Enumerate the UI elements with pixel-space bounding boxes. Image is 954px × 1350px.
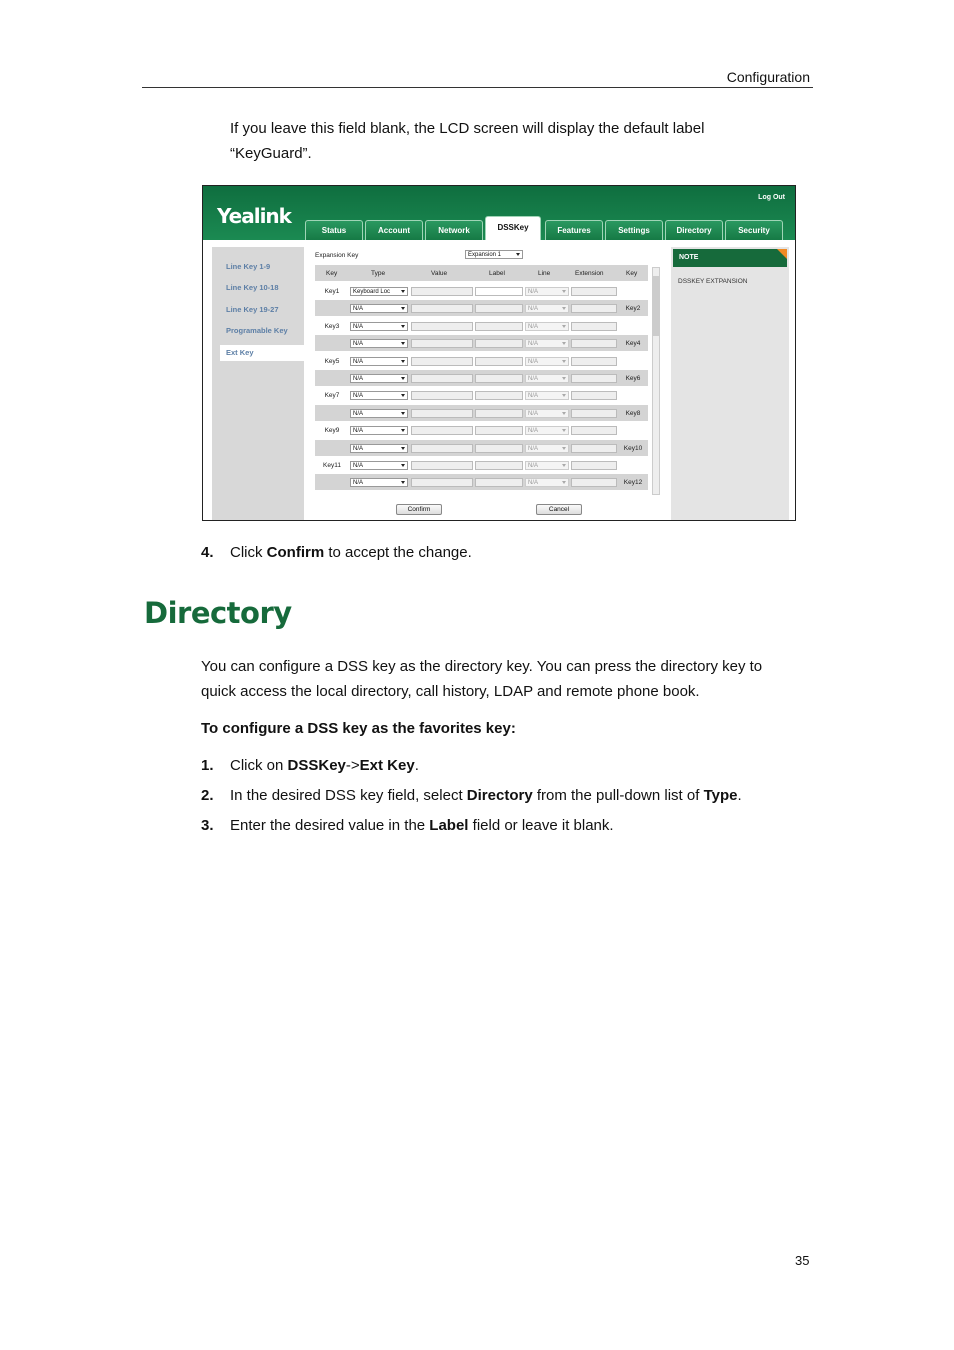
type-select-value: N/A	[353, 324, 364, 330]
value-field[interactable]	[411, 409, 473, 418]
step-4-post: to accept the change.	[324, 544, 472, 561]
expansion-select-value: Expansion 1	[468, 252, 502, 258]
line-select[interactable]	[525, 391, 569, 400]
page-number: 35	[795, 1253, 810, 1268]
step-1-text	[230, 753, 419, 778]
col-key: Key	[326, 270, 338, 277]
line-select-value: N/A	[528, 393, 539, 399]
value-field[interactable]	[411, 391, 473, 400]
type-select[interactable]	[350, 461, 408, 470]
tab-security[interactable]: Security	[725, 220, 783, 240]
type-select-value: N/A	[353, 480, 364, 486]
label-field[interactable]	[475, 287, 523, 296]
table-row	[315, 318, 648, 334]
extension-field[interactable]	[571, 426, 617, 435]
row-key-right: Key4	[625, 340, 641, 347]
line-select[interactable]	[525, 409, 569, 418]
line-select[interactable]	[525, 478, 569, 487]
type-select[interactable]	[350, 444, 408, 453]
chevron-down-icon	[516, 253, 520, 256]
label-field[interactable]	[475, 478, 523, 487]
note-panel	[671, 247, 789, 520]
sidebar-item-programable-key[interactable]: Programable Key	[226, 326, 288, 335]
step-1-end: .	[414, 757, 419, 774]
note-text: DSSKEY EXTPANSION	[678, 278, 748, 285]
value-field[interactable]	[411, 444, 473, 453]
line-select[interactable]	[525, 287, 569, 296]
label-field[interactable]	[475, 322, 523, 331]
chevron-down-icon	[401, 307, 405, 310]
line-select[interactable]	[525, 461, 569, 470]
line-select[interactable]	[525, 339, 569, 348]
label-field[interactable]	[475, 391, 523, 400]
tab-account[interactable]: Account	[365, 220, 423, 240]
step-2-number: 2.	[201, 787, 214, 804]
line-select-value: N/A	[528, 306, 539, 312]
logout-link[interactable]: Log Out	[758, 194, 785, 201]
table-row	[315, 300, 648, 316]
chevron-down-icon	[562, 307, 566, 310]
extension-field[interactable]	[571, 409, 617, 418]
label-field[interactable]	[475, 409, 523, 418]
extension-field[interactable]	[571, 304, 617, 313]
chevron-down-icon	[401, 360, 405, 363]
step-4-confirm: Confirm	[266, 544, 325, 561]
line-select-value: N/A	[528, 428, 539, 434]
extension-field[interactable]	[571, 461, 617, 470]
line-select-value: N/A	[528, 480, 539, 486]
line-select-value: N/A	[528, 376, 539, 382]
step-2-part: In the desired DSS key field, select	[230, 787, 467, 804]
value-field[interactable]	[411, 374, 473, 383]
col-key-right: Key	[626, 270, 638, 277]
sidebar-item-line-key-19-27[interactable]: Line Key 19-27	[226, 305, 279, 314]
chevron-down-icon	[562, 447, 566, 450]
value-field[interactable]	[411, 357, 473, 366]
step-4-number: 4.	[201, 544, 214, 561]
sidebar-item-line-key-10-18[interactable]: Line Key 10-18	[226, 283, 279, 292]
chevron-down-icon	[562, 342, 566, 345]
line-select-value: N/A	[528, 463, 539, 469]
step-2-directory: Directory	[466, 787, 533, 804]
tab-status[interactable]: Status	[305, 220, 363, 240]
step-1-extkey: Ext Key	[359, 757, 415, 774]
tab-features[interactable]: Features	[545, 220, 603, 240]
chevron-down-icon	[401, 325, 405, 328]
value-field[interactable]	[411, 339, 473, 348]
row-key-left: Key9	[324, 427, 340, 434]
table-row	[315, 387, 648, 403]
chevron-down-icon	[562, 429, 566, 432]
type-select-value: N/A	[353, 428, 364, 434]
note-title: NOTE	[673, 249, 787, 267]
step-1-arrow: ->	[345, 757, 360, 774]
col-extension: Extension	[575, 270, 604, 277]
section-heading: Directory	[144, 596, 292, 630]
extension-field[interactable]	[571, 322, 617, 331]
chevron-down-icon	[401, 290, 405, 293]
step-2-text	[230, 783, 742, 808]
running-header: Configuration	[726, 69, 810, 85]
step-2-end: .	[737, 787, 742, 804]
value-field[interactable]	[411, 478, 473, 487]
line-select[interactable]	[525, 357, 569, 366]
label-field[interactable]	[475, 426, 523, 435]
scrollbar-thumb[interactable]	[653, 276, 659, 336]
type-select-value: N/A	[353, 341, 364, 347]
extension-field[interactable]	[571, 391, 617, 400]
type-select-value: N/A	[353, 376, 364, 382]
type-select[interactable]	[350, 409, 408, 418]
table-row	[315, 474, 648, 490]
web-ui-screenshot	[202, 185, 796, 521]
label-field[interactable]	[475, 304, 523, 313]
desc-line-1: You can configure a DSS key as the directory key. You can press the directory key to	[201, 658, 763, 675]
sidebar-item-ext-key[interactable]: Ext Key	[226, 348, 254, 357]
line-select-value: N/A	[528, 324, 539, 330]
row-key-left: Key3	[324, 323, 340, 330]
step-1-number: 1.	[201, 757, 214, 774]
row-key-left: Key11	[323, 462, 341, 469]
intro-line-1: If you leave this field blank, the LCD screen will display the default label	[230, 120, 705, 137]
table-row	[315, 422, 648, 438]
dsskey-panel	[309, 247, 665, 520]
chevron-down-icon	[562, 481, 566, 484]
type-select[interactable]	[350, 391, 408, 400]
chevron-down-icon	[562, 290, 566, 293]
procedure-title: To configure a DSS key as the favorites key:	[201, 720, 516, 737]
type-select-value: N/A	[353, 411, 364, 417]
chevron-down-icon	[401, 447, 405, 450]
value-field[interactable]	[411, 461, 473, 470]
line-select[interactable]	[525, 374, 569, 383]
row-key-right: Key10	[623, 445, 643, 452]
extension-field[interactable]	[571, 287, 617, 296]
yealink-logo: Yealink	[217, 204, 291, 228]
value-field[interactable]	[411, 426, 473, 435]
step-1-part: Click on	[230, 757, 288, 774]
extension-field[interactable]	[571, 444, 617, 453]
line-select-value: N/A	[528, 446, 539, 452]
scrollbar[interactable]	[652, 267, 660, 495]
step-2-type: Type	[703, 787, 738, 804]
sidebar	[212, 247, 304, 520]
chevron-down-icon	[401, 429, 405, 432]
type-select-value: N/A	[353, 306, 364, 312]
expansion-select[interactable]	[465, 250, 523, 259]
expansion-key-label: Expansion Key	[315, 252, 359, 259]
label-field[interactable]	[475, 444, 523, 453]
table-row	[315, 405, 648, 421]
extension-field[interactable]	[571, 339, 617, 348]
cancel-button[interactable]: Cancel	[536, 504, 582, 515]
chevron-down-icon	[562, 325, 566, 328]
extension-field[interactable]	[571, 374, 617, 383]
type-select[interactable]	[350, 426, 408, 435]
step-3-part: Enter the desired value in the	[230, 817, 430, 834]
tab-network[interactable]: Network	[425, 220, 483, 240]
line-select[interactable]	[525, 426, 569, 435]
chevron-down-icon	[562, 394, 566, 397]
type-select[interactable]	[350, 374, 408, 383]
chevron-down-icon	[401, 394, 405, 397]
row-key-left: Key1	[324, 288, 340, 295]
type-select[interactable]	[350, 322, 408, 331]
step-3-text	[230, 813, 614, 838]
col-value: Value	[431, 270, 448, 277]
row-key-right: Key2	[625, 305, 641, 312]
desc-line-2: quick access the local directory, call history, LDAP and remote phone book.	[201, 683, 700, 700]
line-select[interactable]	[525, 444, 569, 453]
col-line: Line	[538, 270, 551, 277]
step-3-label: Label	[429, 817, 469, 834]
note-corner-icon	[777, 249, 787, 259]
type-select-value: N/A	[353, 463, 364, 469]
col-label: Label	[489, 270, 505, 277]
chevron-down-icon	[562, 464, 566, 467]
chevron-down-icon	[562, 412, 566, 415]
row-key-right: Key8	[625, 410, 641, 417]
chevron-down-icon	[401, 464, 405, 467]
label-field[interactable]	[475, 374, 523, 383]
label-field[interactable]	[475, 461, 523, 470]
type-select[interactable]	[350, 478, 408, 487]
extension-field[interactable]	[571, 357, 617, 366]
value-field[interactable]	[411, 322, 473, 331]
sidebar-item-line-key-1-9[interactable]: Line Key 1-9	[226, 262, 271, 271]
label-field[interactable]	[475, 339, 523, 348]
chevron-down-icon	[401, 412, 405, 415]
table-row	[315, 283, 648, 299]
type-select-value: Keyboard Loc	[353, 289, 391, 295]
extension-field[interactable]	[571, 478, 617, 487]
step-4-pre: Click	[230, 544, 267, 561]
row-key-left: Key7	[324, 392, 340, 399]
tab-settings[interactable]: Settings	[605, 220, 663, 240]
chevron-down-icon	[401, 481, 405, 484]
tab-dsskey[interactable]: DSSKey	[485, 216, 541, 240]
chevron-down-icon	[562, 360, 566, 363]
step-3-end: field or leave it blank.	[468, 817, 614, 834]
chevron-down-icon	[562, 377, 566, 380]
type-select-value: N/A	[353, 446, 364, 452]
label-field[interactable]	[475, 357, 523, 366]
chevron-down-icon	[401, 342, 405, 345]
col-type: Type	[371, 270, 386, 277]
line-select-value: N/A	[528, 411, 539, 417]
type-select-value: N/A	[353, 359, 364, 365]
line-select[interactable]	[525, 322, 569, 331]
table-row	[315, 457, 648, 473]
step-3-number: 3.	[201, 817, 214, 834]
table-row	[315, 440, 648, 456]
value-field[interactable]	[411, 287, 473, 296]
type-select[interactable]	[350, 287, 408, 296]
table-row	[315, 353, 648, 369]
confirm-button[interactable]: Confirm	[396, 504, 442, 515]
table-row	[315, 335, 648, 351]
type-select-value: N/A	[353, 393, 364, 399]
header-rule	[142, 87, 813, 88]
value-field[interactable]	[411, 304, 473, 313]
step-2-mid: from the pull-down list of	[532, 787, 704, 804]
line-select-value: N/A	[528, 341, 539, 347]
line-select-value: N/A	[528, 359, 539, 365]
row-key-left: Key5	[324, 358, 340, 365]
step-1-dsskey: DSSKey	[287, 757, 346, 774]
tab-directory[interactable]: Directory	[665, 220, 723, 240]
row-key-right: Key12	[623, 479, 643, 486]
line-select[interactable]	[525, 304, 569, 313]
step-4-text	[230, 540, 472, 565]
intro-line-2: “KeyGuard”.	[230, 145, 312, 162]
row-key-right: Key6	[625, 375, 641, 382]
chevron-down-icon	[401, 377, 405, 380]
type-select[interactable]	[350, 357, 408, 366]
type-select[interactable]	[350, 304, 408, 313]
line-select-value: N/A	[528, 289, 539, 295]
type-select[interactable]	[350, 339, 408, 348]
table-row	[315, 370, 648, 386]
